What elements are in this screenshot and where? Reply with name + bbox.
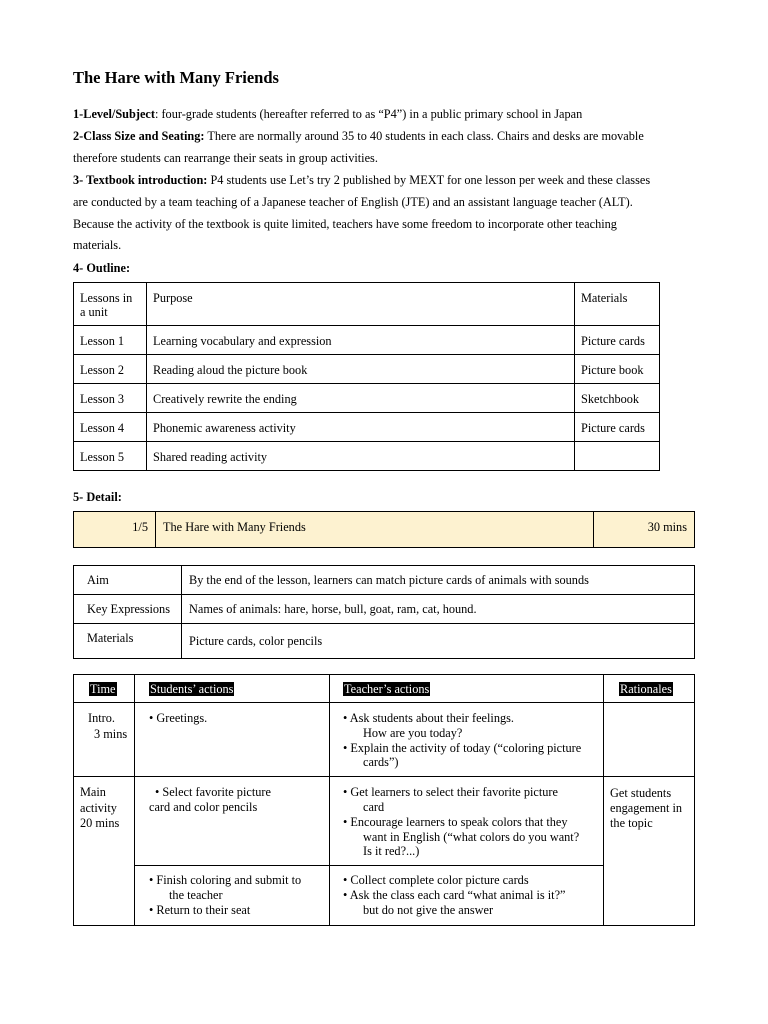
intro-time-duration: 3 mins: [94, 726, 128, 741]
key-expressions-value: Names of animals: hare, horse, bull, goat, ram, cat, hound.: [189, 602, 477, 616]
table-row: [74, 326, 660, 355]
textbook-paragraph: [73, 170, 713, 257]
lesson-number: Lesson 5: [80, 450, 125, 464]
table-row: [74, 413, 660, 442]
main-teacher-action-2-cont: want in English (“what colors do you want?: [363, 829, 580, 844]
main-teacher-action-3: • Collect complete color picture cards: [343, 873, 529, 888]
lesson-number: Lesson 4: [80, 421, 125, 435]
table-row: [74, 355, 660, 384]
table-row: [74, 703, 695, 777]
table-row: [74, 566, 695, 595]
lesson-materials: Picture cards: [581, 334, 645, 348]
table-row: [74, 384, 660, 413]
intro-teacher-action-2: • Explain the activity of today (“coloring picture: [343, 740, 582, 755]
lesson-duration: 30 mins: [647, 520, 687, 534]
textbook-label: 3- Textbook introduction:: [73, 173, 208, 187]
plan-header-row: [74, 675, 695, 703]
level-subject-paragraph: [73, 104, 713, 126]
class-size-line-2: therefore students can rearrange their seats in group activities.: [73, 150, 378, 165]
level-subject-label: 1-Level/Subject: [73, 107, 155, 121]
intro-student-action: • Greetings.: [149, 711, 208, 725]
intro-teacher-action-1: • Ask students about their feelings.: [343, 711, 514, 725]
lesson-index: 1/5: [132, 520, 148, 534]
key-expressions-label: Key Expressions: [87, 602, 170, 616]
time-header: Time: [90, 682, 116, 696]
table-row: [74, 442, 660, 471]
main-teacher-action-4: • Ask the class each card “what animal is it?”: [343, 887, 566, 902]
outline-table: [73, 282, 660, 471]
textbook-line-3: Because the activity of the textbook is quite limited, teachers have some freedom to incorporate other teaching: [73, 216, 617, 231]
level-subject-text: : four-grade students (hereafter referred to as “P4”) in a public primary school in Japan: [154, 107, 583, 121]
lesson-purpose: Reading aloud the picture book: [153, 363, 308, 377]
materials-value: Picture cards, color pencils: [189, 634, 323, 648]
teachers-actions-header: Teacher’s actions: [344, 682, 430, 696]
lesson-materials: Sketchbook: [581, 392, 640, 406]
main-student-action-2-cont: the teacher: [169, 887, 223, 902]
aim-value: By the end of the lesson, learners can match picture cards of animals with sounds: [189, 573, 589, 587]
main-teacher-action-1-cont: card: [363, 799, 385, 814]
class-size-paragraph: [73, 126, 713, 170]
lesson-number: Lesson 1: [80, 334, 125, 348]
main-time-duration: 20 mins: [80, 816, 120, 831]
table-row: [74, 866, 695, 926]
table-row: [74, 595, 695, 624]
lesson-title: The Hare with Many Friends: [163, 520, 306, 534]
outline-header-lessons: Lessons in a unit: [80, 291, 133, 319]
textbook-line-1: P4 students use Let’s try 2 published by MEXT for one lesson per week and these classes: [207, 173, 651, 187]
materials-label: Materials: [87, 631, 134, 645]
lesson-detail-header: [73, 511, 695, 548]
lesson-purpose: Learning vocabulary and expression: [153, 334, 332, 348]
aim-table: [73, 565, 695, 659]
rationale-line-2: engagement in: [610, 801, 683, 816]
rationales-header: Rationales: [620, 682, 672, 696]
outline-heading: 4- Outline:: [73, 261, 131, 275]
lesson-materials: Picture book: [581, 363, 644, 377]
table-row: [74, 777, 695, 866]
main-student-action-1-cont: card and color pencils: [149, 800, 258, 815]
lesson-number: Lesson 2: [80, 363, 125, 377]
main-student-action-1: • Select favorite picture: [155, 785, 271, 800]
lesson-purpose: Shared reading activity: [153, 450, 268, 464]
outline-header-purpose: Purpose: [153, 291, 193, 305]
outline-header-row: [74, 283, 660, 326]
intro-time-label: Intro.: [88, 711, 115, 725]
detail-heading: 5- Detail:: [73, 490, 122, 504]
table-row: [74, 624, 695, 659]
lesson-purpose: Creatively rewrite the ending: [153, 392, 297, 406]
class-size-line-1: There are normally around 35 to 40 students in each class. Chairs and desks are movable: [204, 129, 644, 143]
main-teacher-action-4-cont: but do not give the answer: [363, 902, 494, 917]
main-time-label-2: activity: [80, 800, 117, 815]
lesson-number: Lesson 3: [80, 392, 125, 406]
lesson-materials: Picture cards: [581, 421, 645, 435]
main-time-label-1: Main: [80, 785, 106, 800]
main-student-action-2: • Finish coloring and submit to: [149, 873, 302, 888]
main-teacher-action-1: • Get learners to select their favorite picture: [343, 785, 558, 800]
students-actions-header: Students’ actions: [150, 682, 234, 696]
class-size-label: 2-Class Size and Seating:: [73, 129, 205, 143]
textbook-line-4: materials.: [73, 238, 122, 253]
textbook-line-2: are conducted by a team teaching of a Japanese teacher of English (JTE) and an assistant language teacher (ALT).: [73, 194, 633, 209]
aim-label: Aim: [87, 573, 109, 587]
rationale-line-1: Get students: [610, 786, 672, 801]
main-teacher-action-2: • Encourage learners to speak colors that they: [343, 814, 568, 829]
outline-header-materials: Materials: [581, 291, 628, 305]
document-title: The Hare with Many Friends: [73, 68, 279, 87]
intro-teacher-action-2-cont: cards”): [363, 755, 399, 770]
lesson-plan-table: [73, 674, 695, 926]
lesson-materials: [575, 442, 659, 456]
lesson-purpose: Phonemic awareness activity: [153, 421, 296, 435]
main-student-action-3: • Return to their seat: [149, 902, 251, 917]
rationale-line-3: the topic: [610, 816, 653, 831]
main-teacher-action-2-cont2: Is it red?...): [363, 844, 420, 859]
intro-teacher-action-1-cont: How are you today?: [363, 725, 463, 740]
